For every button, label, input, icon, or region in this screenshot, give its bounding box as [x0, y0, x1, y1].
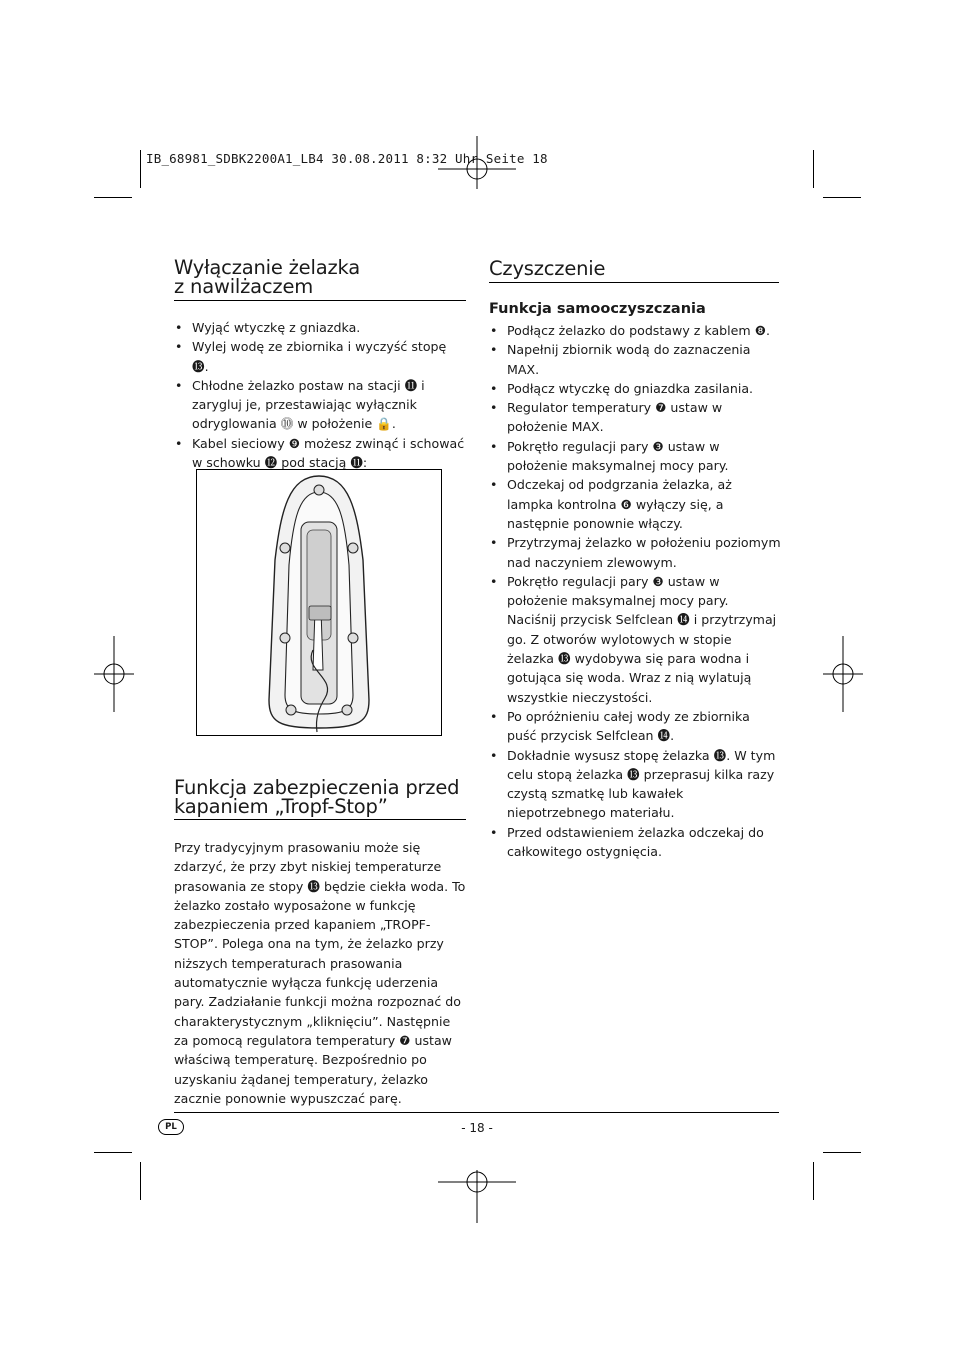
iron-base-drawing — [197, 470, 441, 735]
registration-mark-right — [823, 636, 863, 712]
list-item: • Odczekaj od podgrzania żelazka, aż lampka kontrolna ❻ wyłączy się, a następnie ponownie włączy. — [489, 475, 781, 533]
self-clean-steps — [489, 321, 781, 861]
tropf-stop-paragraph: Przy tradycyjnym prasowaniu może się zdarzyć, że przy zbyt niskiej temperaturze prasowania ze stopy ⓭ będzie ciekła woda. To żelazko zostało wyposażone w funkcję zabezpieczenia przed kapaniem „TROPF-STOP”. Polega ona na tym, że żelazko przy niższych temperaturach prasowania automatycznie wyłącza funkcję uderzenia pary. Zadziałanie funkcji można rozpoznać do charakterystycznym „kliknięciu”. Następnie za pomocą regulatora temperatury ❼ ustaw właściwą temperaturę. Bezpośrednio po uzyskaniu żądanej temperatury, żelazko zacznie ponownie wypuszczać parę. — [174, 840, 466, 1106]
list-item: • Wyjąć wtyczkę z gniazdka. — [174, 318, 466, 337]
list-item: • Chłodne żelazko postaw na stacji ⓫ i zarygluj je, przestawiając wyłącznik odryglowania ⓾ w położenie 🔒. — [174, 376, 466, 434]
language-badge: PL — [158, 1119, 184, 1135]
heading-line: Wyłączanie żelazka — [174, 256, 360, 279]
section-heading-switch-off — [174, 258, 466, 296]
section-heading-tropf-stop — [174, 778, 466, 816]
crop-mark — [140, 150, 141, 188]
heading-rule — [489, 282, 779, 283]
heading-line: kapaniem „Tropf-Stop” — [174, 795, 388, 818]
list-item: • Wylej wodę ze zbiornika i wyczyść stopę ⓭. — [174, 337, 466, 376]
footer-rule — [174, 1112, 779, 1113]
crop-mark — [813, 150, 814, 188]
crop-mark — [140, 1162, 141, 1200]
heading-rule — [174, 819, 466, 820]
list-item: • Kabel sieciowy ❾ możesz zwinąć i schować w schowku ⓬ pod stacją ⓫: — [174, 434, 466, 473]
list-item: • Pokrętło regulacji pary ❸ ustaw w położenie maksymalnej mocy pary. Naciśnij przycisk Selfclean ⓮ i przytrzymaj go. Z otworów wylotowych w stopie żelazka ⓭ wydobywa się para wodna i gotująca się woda. Wraz z nią wylatują wszystkie nieczystości. — [489, 572, 781, 707]
crop-mark — [813, 1162, 814, 1200]
heading-rule — [174, 300, 466, 301]
crop-mark — [823, 1152, 861, 1153]
crop-mark — [94, 1152, 132, 1153]
registration-mark-bottom — [438, 1145, 516, 1223]
list-item: • Napełnij zbiornik wodą do zaznaczenia MAX. — [489, 340, 781, 379]
iron-station-illustration — [196, 469, 442, 736]
registration-mark-left — [94, 636, 134, 712]
list-item: • Przytrzymaj żelazko w położeniu poziomym nad naczyniem zlewowym. — [489, 533, 781, 572]
crop-mark — [94, 197, 132, 198]
list-item: • Regulator temperatury ❼ ustaw w położenie MAX. — [489, 398, 781, 437]
print-slug: IB_68981_SDBK2200A1_LB4 30.08.2011 8:32 Uhr Seite 18 — [146, 151, 548, 166]
page-number: - 18 - — [461, 1121, 493, 1135]
heading-line: z nawilżaczem — [174, 275, 314, 298]
registration-mark-top — [438, 136, 516, 214]
heading-line: Funkcja zabezpieczenia przed — [174, 776, 460, 799]
list-item: • Dokładnie wysusz stopę żelazka ⓭. W tym celu stopą żelazka ⓭ przeprasuj kilka razy czystą szmatkę lub kawałek niepotrzebnego materiału. — [489, 746, 781, 823]
section-heading-cleaning: Czyszczenie — [489, 257, 606, 280]
crop-mark — [823, 197, 861, 198]
list-item: • Pokrętło regulacji pary ❸ ustaw w położenie maksymalnej mocy pary. — [489, 437, 781, 476]
list-item: • Podłącz wtyczkę do gniazdka zasilania. — [489, 379, 781, 398]
subheading-self-clean: Funkcja samooczyszczania — [489, 301, 706, 317]
switch-off-steps — [174, 318, 466, 472]
list-item: • Podłącz żelazko do podstawy z kablem ❽. — [489, 321, 781, 340]
list-item: • Przed odstawieniem żelazka odczekaj do całkowitego ostygnięcia. — [489, 823, 781, 862]
list-item: • Po opróżnieniu całej wody ze zbiornika puść przycisk Selfclean ⓮. — [489, 707, 781, 746]
